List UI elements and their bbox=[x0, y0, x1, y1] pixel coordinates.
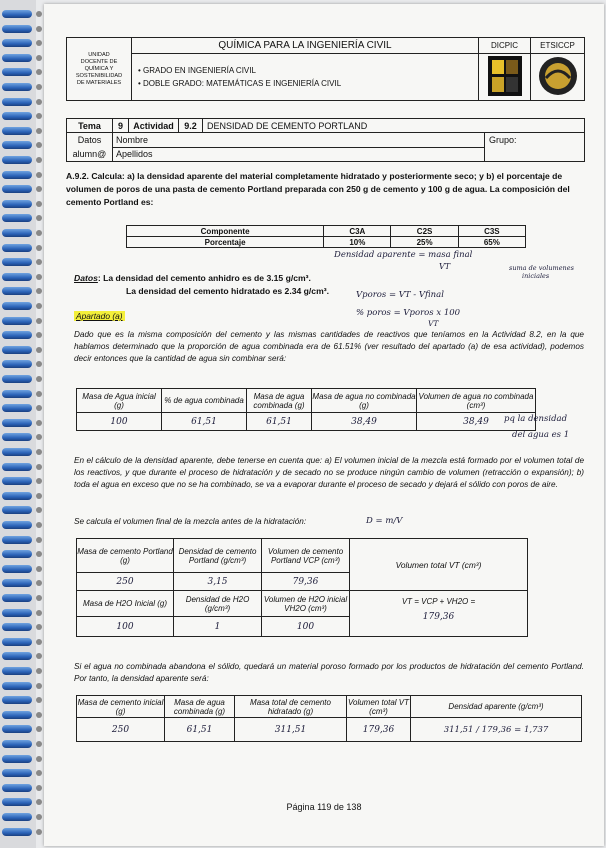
volume-header: Masa de cemento Portland (g) bbox=[77, 539, 174, 573]
volume-cell: 1 bbox=[174, 617, 262, 637]
datos-heading: Datos bbox=[74, 273, 98, 283]
spiral-ring bbox=[2, 39, 32, 47]
spiral-ring bbox=[2, 740, 32, 748]
spiral-ring bbox=[2, 784, 32, 792]
spiral-ring bbox=[2, 302, 32, 310]
binding-hole bbox=[36, 55, 42, 61]
spiral-ring bbox=[2, 331, 32, 339]
water-cell: 61,51 bbox=[247, 413, 312, 431]
binding-hole bbox=[36, 26, 42, 32]
spiral-ring bbox=[2, 200, 32, 208]
binding-hole bbox=[36, 434, 42, 440]
spiral-ring bbox=[2, 287, 32, 295]
comp-header: C2S bbox=[391, 226, 458, 237]
datos-line: Datos bbox=[77, 135, 102, 145]
binding-hole bbox=[36, 580, 42, 586]
spiral-ring bbox=[2, 273, 32, 281]
density-header: Densidad aparente (g/cm³) bbox=[411, 696, 582, 718]
binding-hole bbox=[36, 142, 42, 148]
comp-cell: 25% bbox=[391, 237, 458, 248]
binding-hole bbox=[36, 493, 42, 499]
density-cell: 61,51 bbox=[165, 718, 235, 742]
binding-hole bbox=[36, 770, 42, 776]
water-header: % de agua combinada bbox=[162, 389, 247, 413]
paragraph-3: Se calcula el volumen final de la mezcla antes de la hidratación: bbox=[74, 517, 307, 526]
comp-cell: 10% bbox=[324, 237, 391, 248]
spiral-ring bbox=[2, 156, 32, 164]
density-cell: 250 bbox=[77, 718, 165, 742]
binding-hole bbox=[36, 84, 42, 90]
tema-label: Tema bbox=[67, 119, 113, 133]
spiral-ring bbox=[2, 638, 32, 646]
spiral-ring bbox=[2, 521, 32, 529]
water-header: Masa de agua no combinada (g) bbox=[312, 389, 417, 413]
header-table bbox=[66, 37, 585, 101]
volume-table bbox=[76, 538, 528, 637]
spiral-ring bbox=[2, 477, 32, 485]
water-header: Masa de agua combinada (g) bbox=[247, 389, 312, 413]
binding-hole bbox=[36, 785, 42, 791]
spiral-ring bbox=[2, 682, 32, 690]
binding-hole bbox=[36, 756, 42, 762]
binding-hole bbox=[36, 683, 42, 689]
tema-value: 9 bbox=[113, 119, 129, 133]
volume-header: Volumen de H2O inicial VH2O (cm³) bbox=[262, 591, 350, 617]
comp-header: C3A bbox=[324, 226, 391, 237]
binding-hole bbox=[36, 391, 42, 397]
composition-table bbox=[126, 225, 526, 248]
unit-line: UNIDAD bbox=[88, 51, 110, 58]
spiral-binding bbox=[0, 0, 36, 848]
spiral-ring bbox=[2, 229, 32, 237]
volume-header: Densidad de cemento Portland (g/cm³) bbox=[174, 539, 262, 573]
note-density: Densidad aparente = masa final bbox=[334, 250, 473, 260]
spiral-ring bbox=[2, 492, 32, 500]
spiral-ring bbox=[2, 813, 32, 821]
binding-hole bbox=[36, 332, 42, 338]
note-sum: suma de volumenes bbox=[509, 264, 574, 272]
spiral-ring bbox=[2, 594, 32, 602]
binding-hole bbox=[36, 201, 42, 207]
binding-hole bbox=[36, 347, 42, 353]
surname-field[interactable]: Apellidos bbox=[113, 147, 485, 162]
binding-hole bbox=[36, 595, 42, 601]
volume-header: Volumen de cemento Portland VCP (cm³) bbox=[262, 539, 350, 573]
spiral-ring bbox=[2, 360, 32, 368]
binding-hole bbox=[36, 420, 42, 426]
density-header: Masa de cemento inicial (g) bbox=[77, 697, 164, 716]
binding-hole bbox=[36, 99, 42, 105]
spiral-ring bbox=[2, 419, 32, 427]
volume-header: Densidad de H2O (g/cm³) bbox=[174, 591, 262, 617]
density-result: 311,51 / 179,36 = 1,737 bbox=[411, 718, 582, 742]
spiral-ring bbox=[2, 579, 32, 587]
total-volume-header: Volumen total VT (cm³) bbox=[350, 539, 528, 591]
spiral-ring bbox=[2, 390, 32, 398]
question-text: A.9.2. Calcula: a) la densidad aparente del material completamente hidratado y posteriormente seco; y b) el porcentaje de volumen de poros de una pasta de cemento Portland preparada con 250 g de cemento y 100 g de agua. La composición del cemento Portland es: bbox=[66, 171, 570, 207]
etsiccp-logo-icon bbox=[538, 56, 578, 96]
binding-hole bbox=[36, 361, 42, 367]
volume-cell: 79,36 bbox=[262, 573, 350, 591]
binding-hole bbox=[36, 624, 42, 630]
spiral-ring bbox=[2, 623, 32, 631]
logo2-label: ETSICCP bbox=[531, 38, 585, 54]
water-cell: 61,51 bbox=[162, 413, 247, 431]
note-water-density: pq la densidad bbox=[504, 414, 568, 424]
apartado-heading: Apartado (a) bbox=[76, 311, 123, 321]
spiral-ring bbox=[2, 83, 32, 91]
binding-hole bbox=[36, 799, 42, 805]
spiral-ring bbox=[2, 755, 32, 763]
logo1-label: DICPIC bbox=[479, 38, 531, 54]
spiral-ring bbox=[2, 463, 32, 471]
spiral-ring bbox=[2, 185, 32, 193]
density-table bbox=[76, 695, 582, 742]
binding-hole bbox=[36, 274, 42, 280]
binding-hole bbox=[36, 478, 42, 484]
density-cell: 179,36 bbox=[347, 718, 411, 742]
density-header: Volumen total VT (cm³) bbox=[347, 697, 410, 716]
comp-header: Componente bbox=[127, 226, 324, 237]
water-cell: 38,49 bbox=[312, 413, 417, 431]
degree-line1: • GRADO EN INGENIERÍA CIVIL bbox=[138, 66, 256, 75]
spiral-ring bbox=[2, 317, 32, 325]
degree-cell bbox=[132, 54, 479, 101]
water-table bbox=[76, 388, 536, 431]
unit-cell bbox=[67, 38, 132, 101]
binding-hole bbox=[36, 172, 42, 178]
water-cell: 100 bbox=[77, 413, 162, 431]
binding-hole bbox=[36, 303, 42, 309]
binding-hole bbox=[36, 829, 42, 835]
binding-hole bbox=[36, 551, 42, 557]
spiral-ring bbox=[2, 725, 32, 733]
group-field[interactable]: Grupo: bbox=[485, 133, 585, 162]
binding-hole bbox=[36, 69, 42, 75]
paragraph-4: Si el agua no combinada abandona el sólido, quedará un material poroso formado por los productos de hidratación del cemento Portland. Por tanto, la densidad aparente será: bbox=[74, 662, 584, 683]
spiral-ring bbox=[2, 10, 32, 18]
dicpic-logo bbox=[479, 54, 531, 101]
datos-line2: La densidad del cemento hidratado es 2.34 g/cm³. bbox=[126, 286, 329, 296]
volume-cell: 100 bbox=[262, 617, 350, 637]
name-field[interactable]: Nombre bbox=[113, 133, 485, 148]
dicpic-logo-icon bbox=[488, 56, 522, 96]
spiral-ring bbox=[2, 54, 32, 62]
spiral-ring bbox=[2, 536, 32, 544]
datos-line1: : La densidad del cemento anhidro es de 3.15 g/cm³. bbox=[97, 273, 311, 283]
binding-hole bbox=[36, 376, 42, 382]
note-vt1: VT bbox=[439, 262, 451, 271]
binding-hole bbox=[36, 11, 42, 17]
comp-cell: 65% bbox=[458, 237, 525, 248]
comp-cell: Porcentaje bbox=[127, 237, 324, 248]
binding-hole bbox=[36, 464, 42, 470]
spiral-ring bbox=[2, 141, 32, 149]
density-cell: 311,51 bbox=[235, 718, 347, 742]
spiral-ring bbox=[2, 828, 32, 836]
datos-cell bbox=[67, 133, 113, 162]
binding-hole bbox=[36, 318, 42, 324]
spiral-ring bbox=[2, 346, 32, 354]
activity-value: 9.2 bbox=[179, 119, 203, 133]
binding-hole bbox=[36, 668, 42, 674]
spiral-ring bbox=[2, 258, 32, 266]
binding-hole bbox=[36, 814, 42, 820]
course-title: QUÍMICA PARA LA INGENIERÍA CIVIL bbox=[132, 38, 479, 54]
binding-hole bbox=[36, 522, 42, 528]
activity-title: DENSIDAD DE CEMENTO PORTLAND bbox=[203, 119, 585, 133]
spiral-ring bbox=[2, 696, 32, 704]
spiral-ring bbox=[2, 711, 32, 719]
spiral-ring bbox=[2, 25, 32, 33]
note-vt2: VT bbox=[428, 319, 439, 328]
binding-hole bbox=[36, 186, 42, 192]
spiral-ring bbox=[2, 214, 32, 222]
document-page bbox=[44, 4, 604, 846]
comp-header: C3S bbox=[458, 226, 525, 237]
unit-line: DE MATERIALES bbox=[76, 79, 122, 86]
datos-line: alumn@ bbox=[72, 149, 107, 159]
binding-hole bbox=[36, 726, 42, 732]
binding-hole bbox=[36, 230, 42, 236]
spiral-ring bbox=[2, 448, 32, 456]
total-volume-value: 179,36 bbox=[422, 612, 455, 622]
note-water-one: del agua es 1 bbox=[512, 430, 570, 440]
spiral-ring bbox=[2, 652, 32, 660]
unit-line: DOCENTE DE bbox=[80, 58, 118, 65]
datos-block bbox=[74, 272, 329, 298]
note-formula: D = m/V bbox=[366, 516, 403, 526]
paragraph-1: Dado que es la misma composición del cemento y las mismas cantidades de reactivos que teníamos en la Actividad 8.2, en la que hablamos determinado que la proporción de agua combinada era de 61.51% (ver resultado del apartado (a) de esa actividad), podemos decir entonces que la cantidad de agua sin combinar será: bbox=[74, 330, 584, 363]
student-info-table bbox=[66, 118, 585, 162]
water-cell: 38,49 bbox=[417, 413, 536, 431]
binding-hole bbox=[36, 653, 42, 659]
note-initial: iniciales bbox=[522, 272, 550, 280]
paragraph-2: En el cálculo de la densidad aparente, debe tenerse en cuenta que: a) El volumen inicial de la mezcla está formado por el volumen total de los reactivos, y que durante el proceso de hidratación y de secado no se produce ningún cambio de volumen (retracción o expansión); b) toda el agua en exceso que no se ha combinado, se va a evaporar durante el proceso de secado y dejará el sólido con poros de aire. bbox=[74, 456, 584, 489]
degree-line2: • DOBLE GRADO: MATEMÁTICAS E INGENIERÍA CIVIL bbox=[138, 79, 342, 88]
binding-hole bbox=[36, 259, 42, 265]
binding-hole bbox=[36, 157, 42, 163]
spiral-ring bbox=[2, 506, 32, 514]
volume-cell: 100 bbox=[77, 617, 174, 637]
spiral-ring bbox=[2, 112, 32, 120]
spiral-ring bbox=[2, 404, 32, 412]
binding-hole bbox=[36, 288, 42, 294]
density-header: Masa total de cemento hidratado (g) bbox=[235, 696, 347, 718]
spiral-ring bbox=[2, 609, 32, 617]
page-footer: Página 119 de 138 bbox=[286, 802, 362, 812]
spiral-ring bbox=[2, 433, 32, 441]
spiral-ring bbox=[2, 565, 32, 573]
spiral-ring bbox=[2, 550, 32, 558]
note-pct: % poros = Vporos x 100 bbox=[356, 308, 461, 318]
binding-hole bbox=[36, 566, 42, 572]
volume-cell: 3,15 bbox=[174, 573, 262, 591]
volume-cell: 250 bbox=[77, 573, 174, 591]
spiral-ring bbox=[2, 769, 32, 777]
binding-hole bbox=[36, 537, 42, 543]
binding-hole bbox=[36, 507, 42, 513]
note-pores: Vporos = VT - Vfinal bbox=[356, 290, 444, 300]
binding-hole bbox=[36, 610, 42, 616]
activity-label: Actividad bbox=[129, 119, 179, 133]
water-header: Masa de Agua inicial (g) bbox=[77, 389, 162, 413]
binding-hole bbox=[36, 697, 42, 703]
spiral-ring bbox=[2, 667, 32, 675]
total-volume-cell bbox=[350, 591, 528, 637]
total-volume-formula: VT = VCP + VH2O = bbox=[401, 597, 476, 606]
spiral-ring bbox=[2, 244, 32, 252]
spiral-ring bbox=[2, 127, 32, 135]
binding-hole bbox=[36, 245, 42, 251]
spiral-ring bbox=[2, 171, 32, 179]
spiral-ring bbox=[2, 375, 32, 383]
water-header: Volumen de agua no combinada (cm³) bbox=[417, 389, 536, 413]
unit-line: QUÍMICA Y bbox=[84, 65, 114, 72]
spiral-ring bbox=[2, 68, 32, 76]
binding-hole bbox=[36, 405, 42, 411]
etsiccp-logo bbox=[531, 54, 585, 101]
binding-hole bbox=[36, 128, 42, 134]
binding-hole bbox=[36, 639, 42, 645]
spiral-ring bbox=[2, 798, 32, 806]
binding-hole bbox=[36, 449, 42, 455]
spiral-ring bbox=[2, 98, 32, 106]
density-header: Masa de agua combinada (g) bbox=[165, 696, 235, 718]
binding-hole bbox=[36, 741, 42, 747]
binding-hole bbox=[36, 40, 42, 46]
unit-line: SOSTENIBILIDAD bbox=[75, 72, 123, 79]
binding-hole bbox=[36, 215, 42, 221]
volume-header: Masa de H2O Inicial (g) bbox=[77, 591, 174, 617]
binding-hole bbox=[36, 712, 42, 718]
binding-hole bbox=[36, 113, 42, 119]
